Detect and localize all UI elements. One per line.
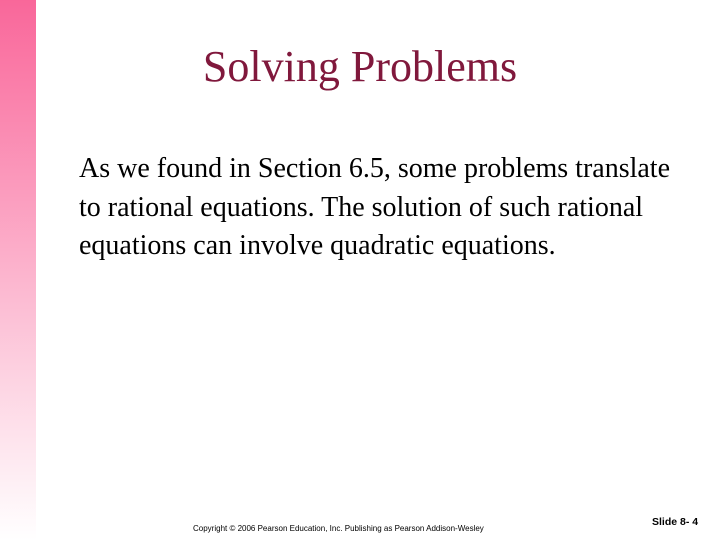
- slide-number: Slide 8- 4: [652, 516, 699, 528]
- slide-body-text: As we found in Section 6.5, some problems translate to rational equations. The solution of such rational equations can involve quadratic equations.: [79, 153, 671, 261]
- slide-title: Solving Problems: [202, 42, 518, 91]
- copyright-footer: Copyright © 2006 Pearson Education, Inc. Publishing as Pearson Addison-Wesley: [193, 524, 484, 533]
